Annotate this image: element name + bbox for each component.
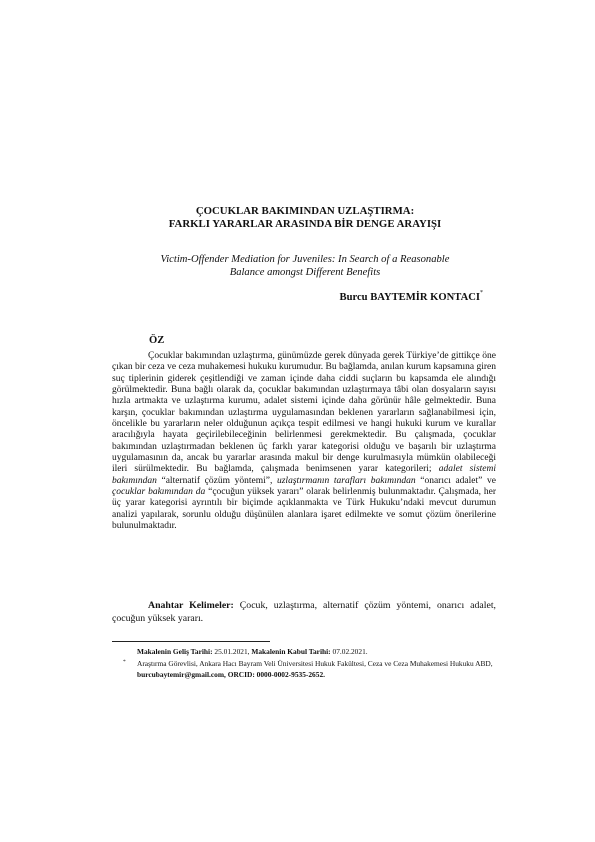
abstract-heading: ÖZ [149,335,165,346]
footnote-author-contact[interactable]: burcubaytemir@gmail.com, ORCID: 0000-0002-9535-2652. [137,669,325,679]
footnote-dates [137,647,368,657]
article-title-line-2: FARKLI YARARLAR ARASINDA BİR DENGE ARAYIŞI [168,218,442,230]
abstract-body [112,351,496,533]
accepted-label: Makalenin Kabul Tarihi: [251,647,331,656]
footnote-author [123,659,501,681]
author-line [340,292,484,303]
abstract-text-4: “çocuğun yüksek yararı” olarak belirlenmiş bulunmaktadır. Çalışmada, her üç yarar kategorisi ayrıntılı bir biçimde açıklanmakta ve Türk Hukuku’ndaki mevcut durumun analizi yapılarak, sorunlu olduğu düşünülen alanlara işaret edilmekte ve somut çözüm önerilerine bulunulmaktadır. [112,487,496,532]
keywords-paragraph [112,599,496,625]
english-title-line-1: Victim-Offender Mediation for Juveniles: In Search of a Reasonable [160,254,450,265]
footnote-author-text: Araştırma Görevlisi, Ankara Hacı Bayram Veli Üniversitesi Hukuk Fakültesi, Ceza ve Ceza Muhakemesi Hukuku ABD, [137,659,493,668]
english-title [115,253,495,279]
footnote-divider [112,641,270,642]
article-title-line-1: ÇOCUKLAR BAKIMINDAN UZLAŞTIRMA: [195,205,415,217]
abstract-text-3: “onarıcı adalet” ve [415,475,496,486]
keywords-text: Çocuk, uzlaştırma, alternatif çözüm yöntemi, onarıcı adalet, çocuğun yüksek yararı. [112,600,496,624]
received-label: Makalenin Geliş Tarihi: [137,647,213,656]
abstract-emphasis-1: adalet sistemi bakımından [112,464,496,486]
keywords-label: Anahtar Kelimeler: [148,600,234,611]
received-date: 25.01.2021, [212,647,252,656]
english-title-line-2: Balance amongst Different Benefits [229,267,381,278]
abstract-emphasis-3: çocuklar bakımından da [112,487,206,498]
footnote-author-mark: * [123,659,126,665]
accepted-date: 07.02.2021. [330,647,368,656]
article-title [100,205,510,231]
abstract-text-2: “alternatif çözüm yöntemi”, [156,475,277,486]
author-footnote-mark[interactable]: * [480,290,483,296]
abstract-emphasis-2: uzlaştırmanın tarafları bakımından [276,475,416,486]
author-name: Burcu BAYTEMİR KONTACI [339,292,480,303]
abstract-text-1: Çocuklar bakımından uzlaştırma, günümüzde gerek dünyada gerek Türkiye’de gittikçe öne çıkan bir ceza ve ceza muhakemesi hukuku kurumudur. Bu bağlamda, anılan kurum kapsamına giren suç tiplerinin giderek çeşitlendiği ve zaman içinde daha ciddi suçların bu kapsamda ele alındığı görülmektedir. Buna bağlı olarak da, çocuklar bakımından uzlaştırmaya tâbi olan dosyaların sayısı hızla artmakta ve uzlaştırma kurumu, adalet sistemi içinde daha görünür hâle gelmektedir. Buna karşın, çocuklar bakımından uzlaştırma uygulamasından beklenen yararların sağlanabilmesi için, öncelikle bu yararların neler olduğunun açıkça tespit edilmesi ve hangi hukuki kurum ve kurallar aracılığıyla hayata geçirilebileceğinin belirlenmesi gerekmektedir. Bu çalışmada, çocuklar bakımından uzlaştırmadan beklenen üç farklı yarar kategorisi olduğu ve başarılı bir uzlaştırma uygulamasının da, ancak bu yararlar arasında makul bir denge kurulmasıyla mümkün olabileceği ileri sürülmektedir. Bu bağlamda, çalışmada benimsenen yarar kategorileri; [112,351,496,475]
